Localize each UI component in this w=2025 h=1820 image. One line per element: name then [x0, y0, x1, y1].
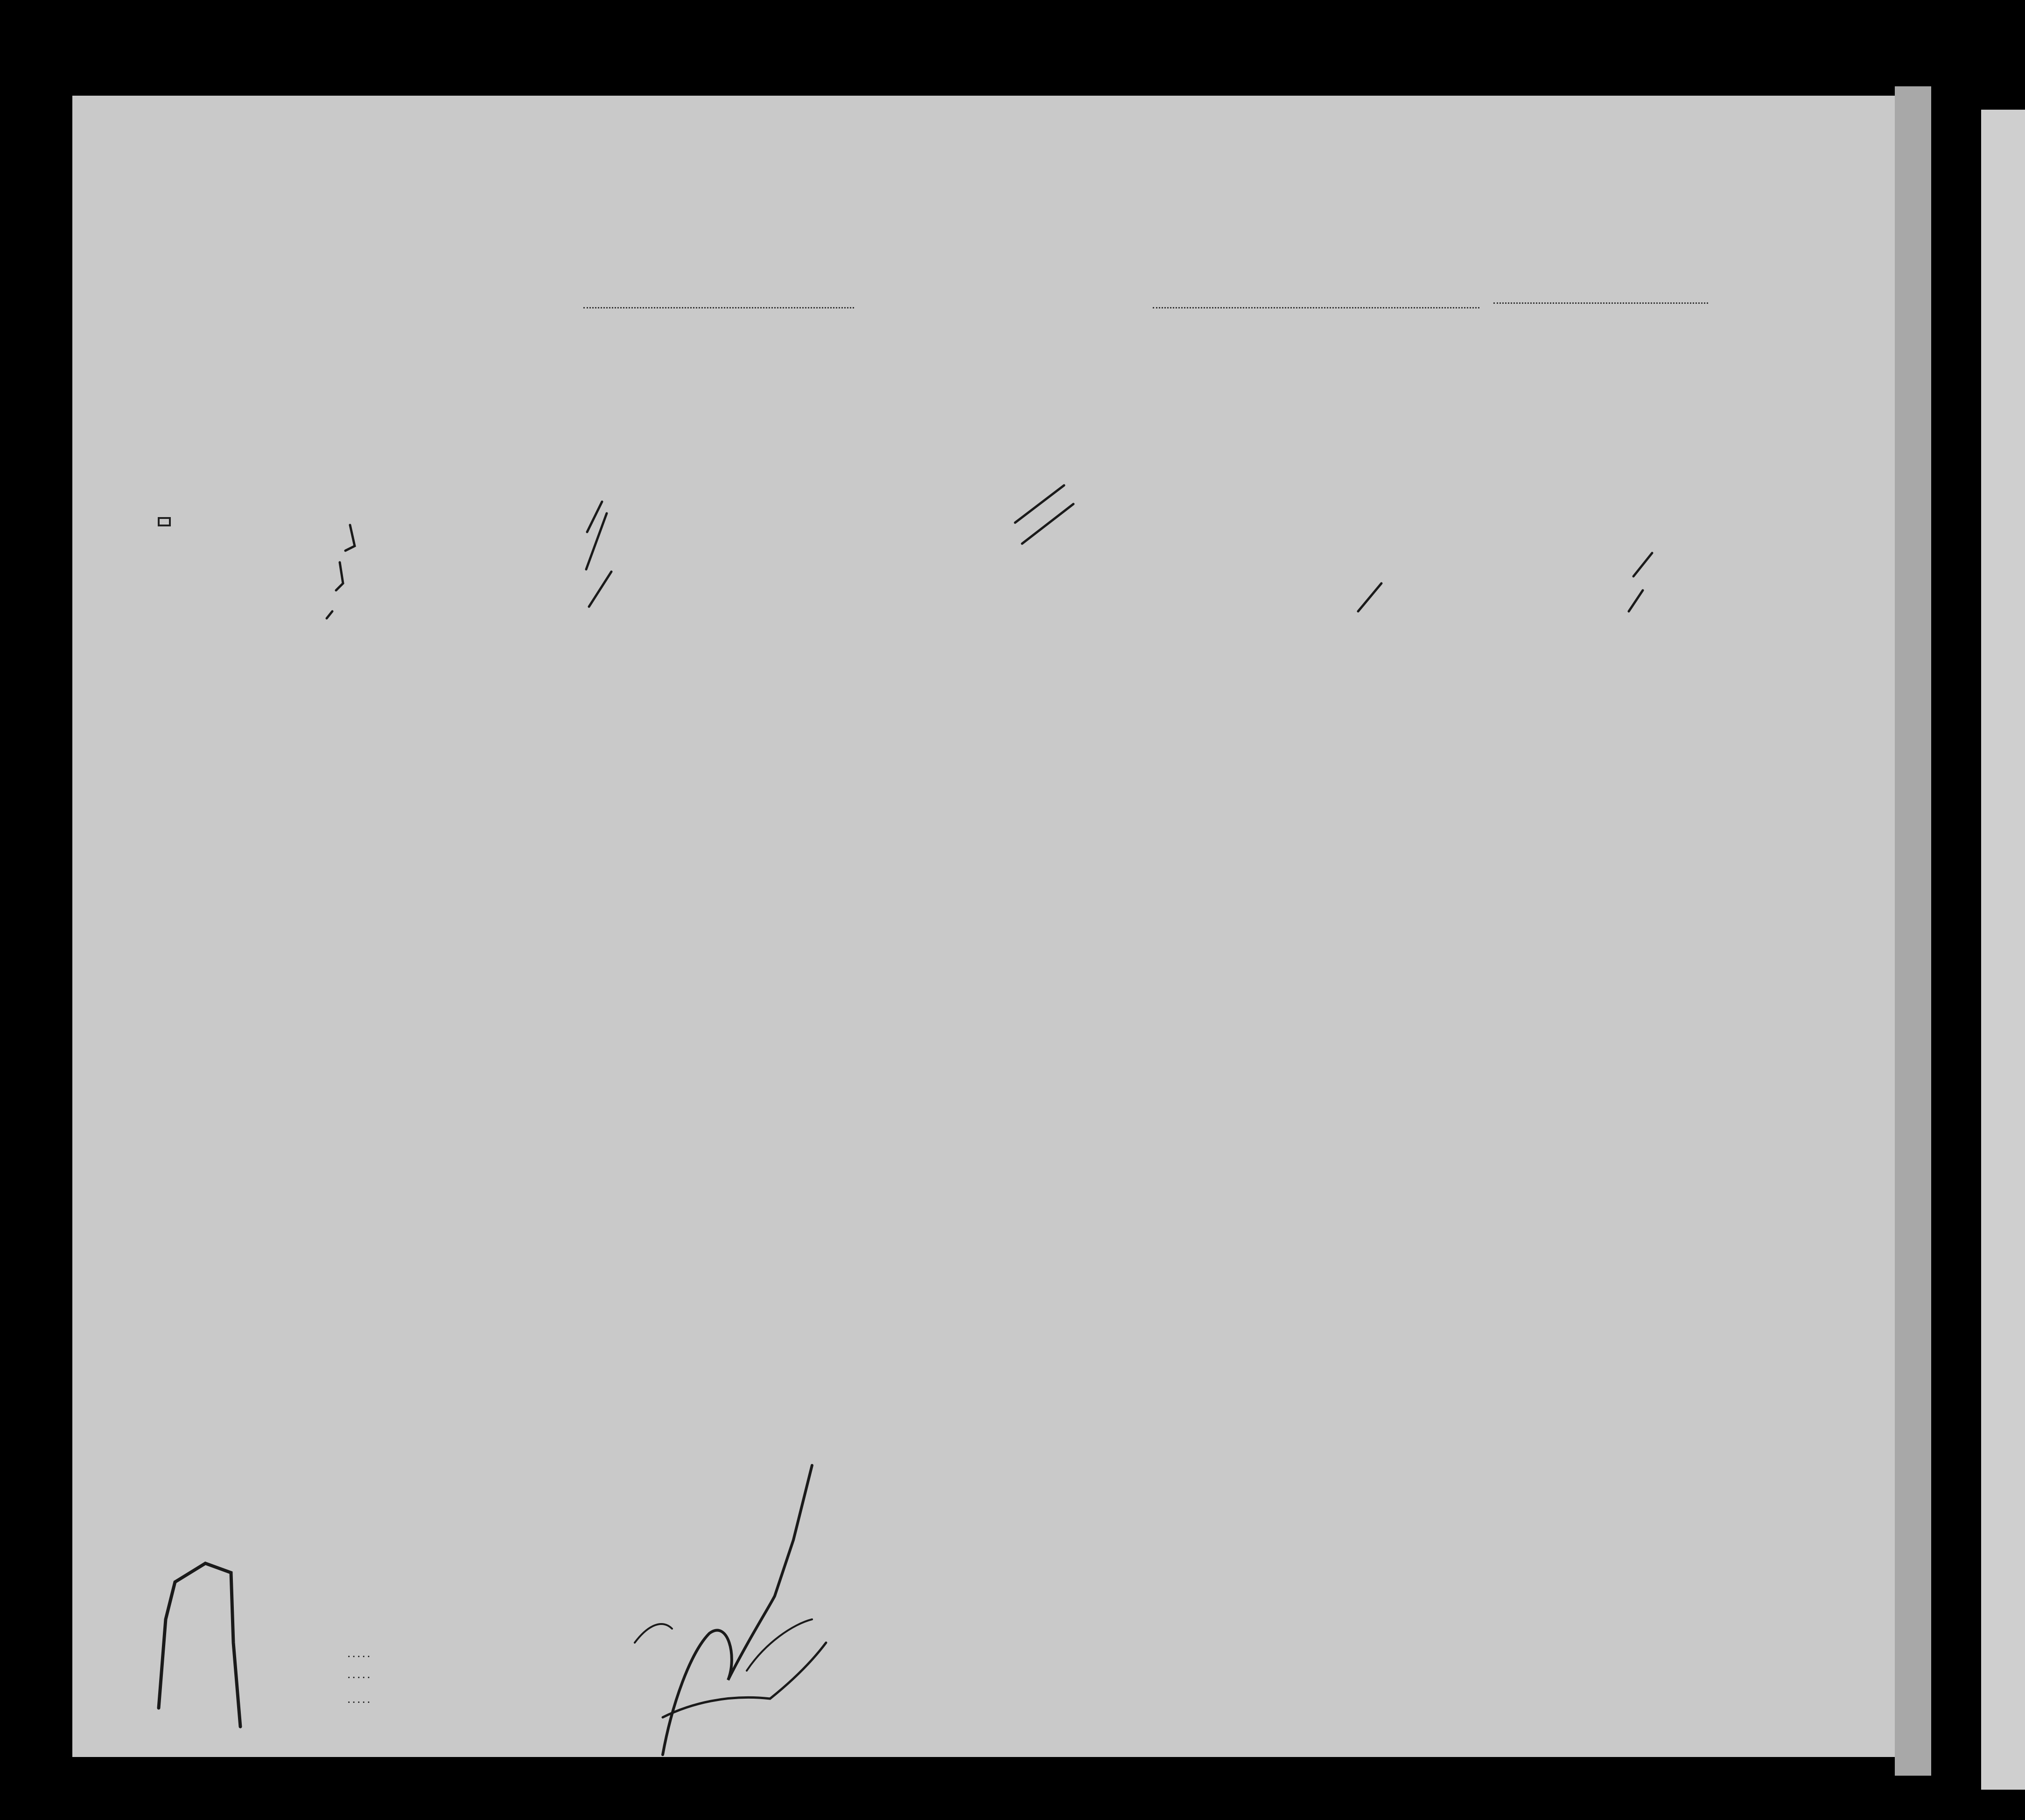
tick-row1 — [345, 525, 355, 551]
us-citizens-dots: . . . . . — [348, 1671, 370, 1680]
total-passengers-dots: . . . . . — [348, 1650, 370, 1659]
aliens-dots: . . . . . — [348, 1695, 370, 1705]
